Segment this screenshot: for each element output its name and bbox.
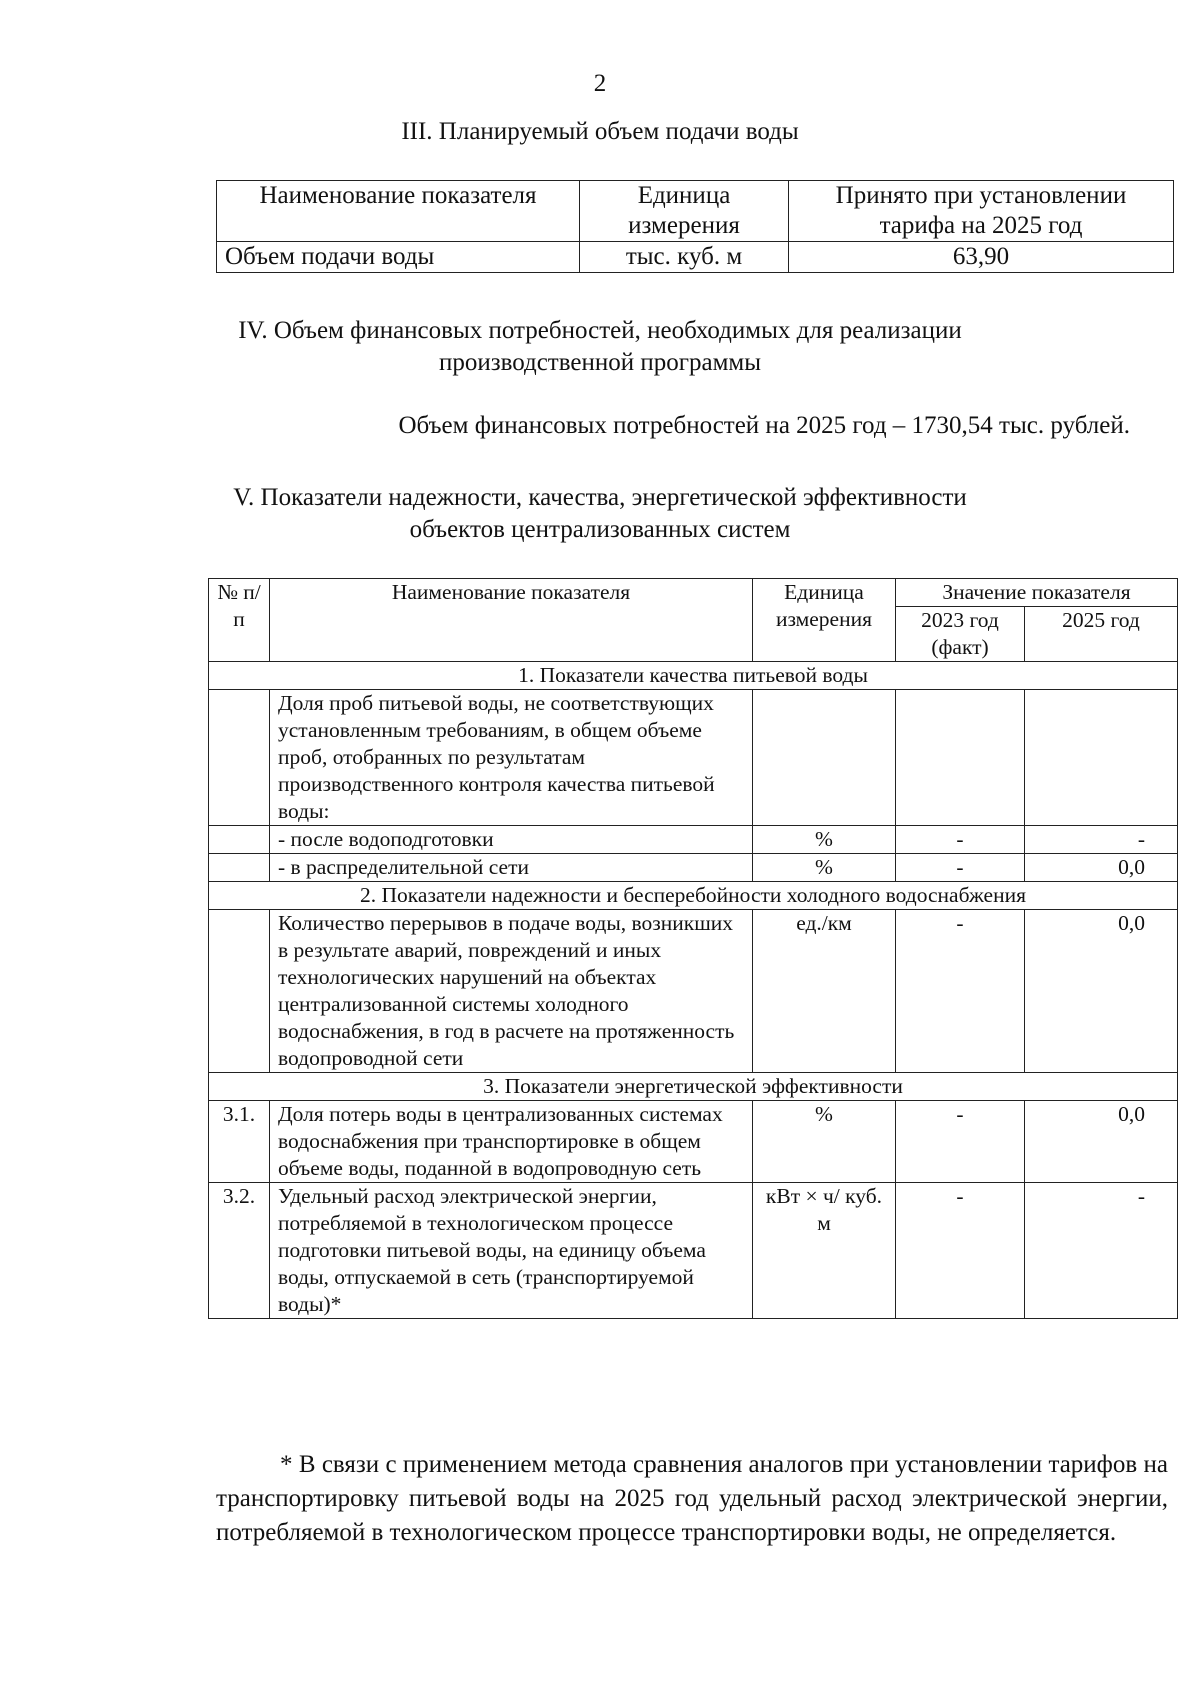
row-value-2023: -: [896, 1183, 1025, 1319]
row-name: - после водоподготовки: [270, 826, 753, 854]
row-unit: ед./км: [753, 910, 896, 1073]
row-value-2025: 0,0: [1025, 854, 1178, 882]
header-indicator-name: Наименование показателя: [270, 579, 753, 662]
table-row: [217, 242, 1174, 273]
section3-title: III. Планируемый объем подачи воды: [401, 118, 799, 145]
table-row: [209, 1101, 1178, 1183]
section4-title: IV. Объем финансовых потребностей, необходимых для реализации производственной программы: [238, 317, 962, 376]
header-number: № п/п: [209, 579, 270, 662]
footnote: * В связи с применением метода сравнения аналогов при установлении тарифов на транспортировку питьевой воды на 2025 год удельный расход электрической энергии, потребляемой в технологическом процессе транспортировки воды, не определяется.: [216, 1451, 1168, 1546]
row-value-2023: -: [896, 854, 1025, 882]
row-value-2025: 0,0: [1025, 1101, 1178, 1183]
row-unit: тыс. куб. м: [580, 242, 789, 273]
header-2025: 2025 год: [1025, 607, 1178, 662]
section5-title: V. Показатели надежности, качества, энергетической эффективности объектов централизованных систем: [233, 484, 967, 543]
row-unit: кВт × ч/ куб. м: [753, 1183, 896, 1319]
row-unit: %: [753, 1101, 896, 1183]
page-number: 2: [593, 70, 607, 97]
group1-description: Доля проб питьевой воды, не соответствующих установленным требованиям, в общем объеме проб, отобранных по результатам производственного контроля качества питьевой воды:: [270, 690, 753, 826]
group1-title: 1. Показатели качества питьевой воды: [209, 662, 1178, 690]
row-name: Удельный расход электрической энергии, потребляемой в технологическом процессе подготовки питьевой воды, на единицу объема воды, отпускаемой в сеть (транспортируемой воды)*: [270, 1183, 753, 1319]
group2-title: 2. Показатели надежности и бесперебойности холодного водоснабжения: [209, 882, 1178, 910]
table-row: [209, 690, 1178, 826]
table-row: [209, 1183, 1178, 1319]
header-2023: 2023 год (факт): [896, 607, 1025, 662]
row-value-2025: -: [1025, 1183, 1178, 1319]
indicators-table: [208, 578, 1178, 1319]
table-row: [209, 910, 1178, 1073]
row-name: - в распределительной сети: [270, 854, 753, 882]
row-name: Доля потерь воды в централизованных системах водоснабжения при транспортировке в общем объеме воды, поданной в водопроводную сеть: [270, 1101, 753, 1183]
financial-needs-text: Объем финансовых потребностей на 2025 год – 1730,54 тыс. рублей.: [398, 412, 1130, 439]
row-number: 3.2.: [209, 1183, 270, 1319]
row-unit: %: [753, 826, 896, 854]
table-row: [209, 826, 1178, 854]
header-accepted-value: Принято при установлении тарифа на 2025 год: [789, 181, 1174, 242]
section-row: [209, 882, 1178, 910]
header-indicator-name: Наименование показателя: [217, 181, 580, 242]
header-unit: Единица измерения: [753, 579, 896, 662]
row-name: Объем подачи воды: [217, 242, 580, 273]
row-number: 3.1.: [209, 1101, 270, 1183]
row-unit: %: [753, 854, 896, 882]
table-header-row: [209, 579, 1178, 607]
row-value-2023: -: [896, 1101, 1025, 1183]
group3-title: 3. Показатели энергетической эффективности: [209, 1073, 1178, 1101]
row-value: 63,90: [789, 242, 1174, 273]
section-row: [209, 662, 1178, 690]
water-supply-table: [216, 180, 1174, 273]
row-value-2025: -: [1025, 826, 1178, 854]
section-row: [209, 1073, 1178, 1101]
table-row: [209, 854, 1178, 882]
row-value-2023: -: [896, 910, 1025, 1073]
table-header-row: [217, 181, 1174, 242]
row-value-2023: -: [896, 826, 1025, 854]
row-value-2025: 0,0: [1025, 910, 1178, 1073]
header-unit: Единица измерения: [580, 181, 789, 242]
row-name: Количество перерывов в подаче воды, возникших в результате аварий, повреждений и иных технологических нарушений на объектах централизованной системы холодного водоснабжения, в год в расчете на протяженность водопроводной сети: [270, 910, 753, 1073]
header-value-group: Значение показателя: [896, 579, 1178, 607]
